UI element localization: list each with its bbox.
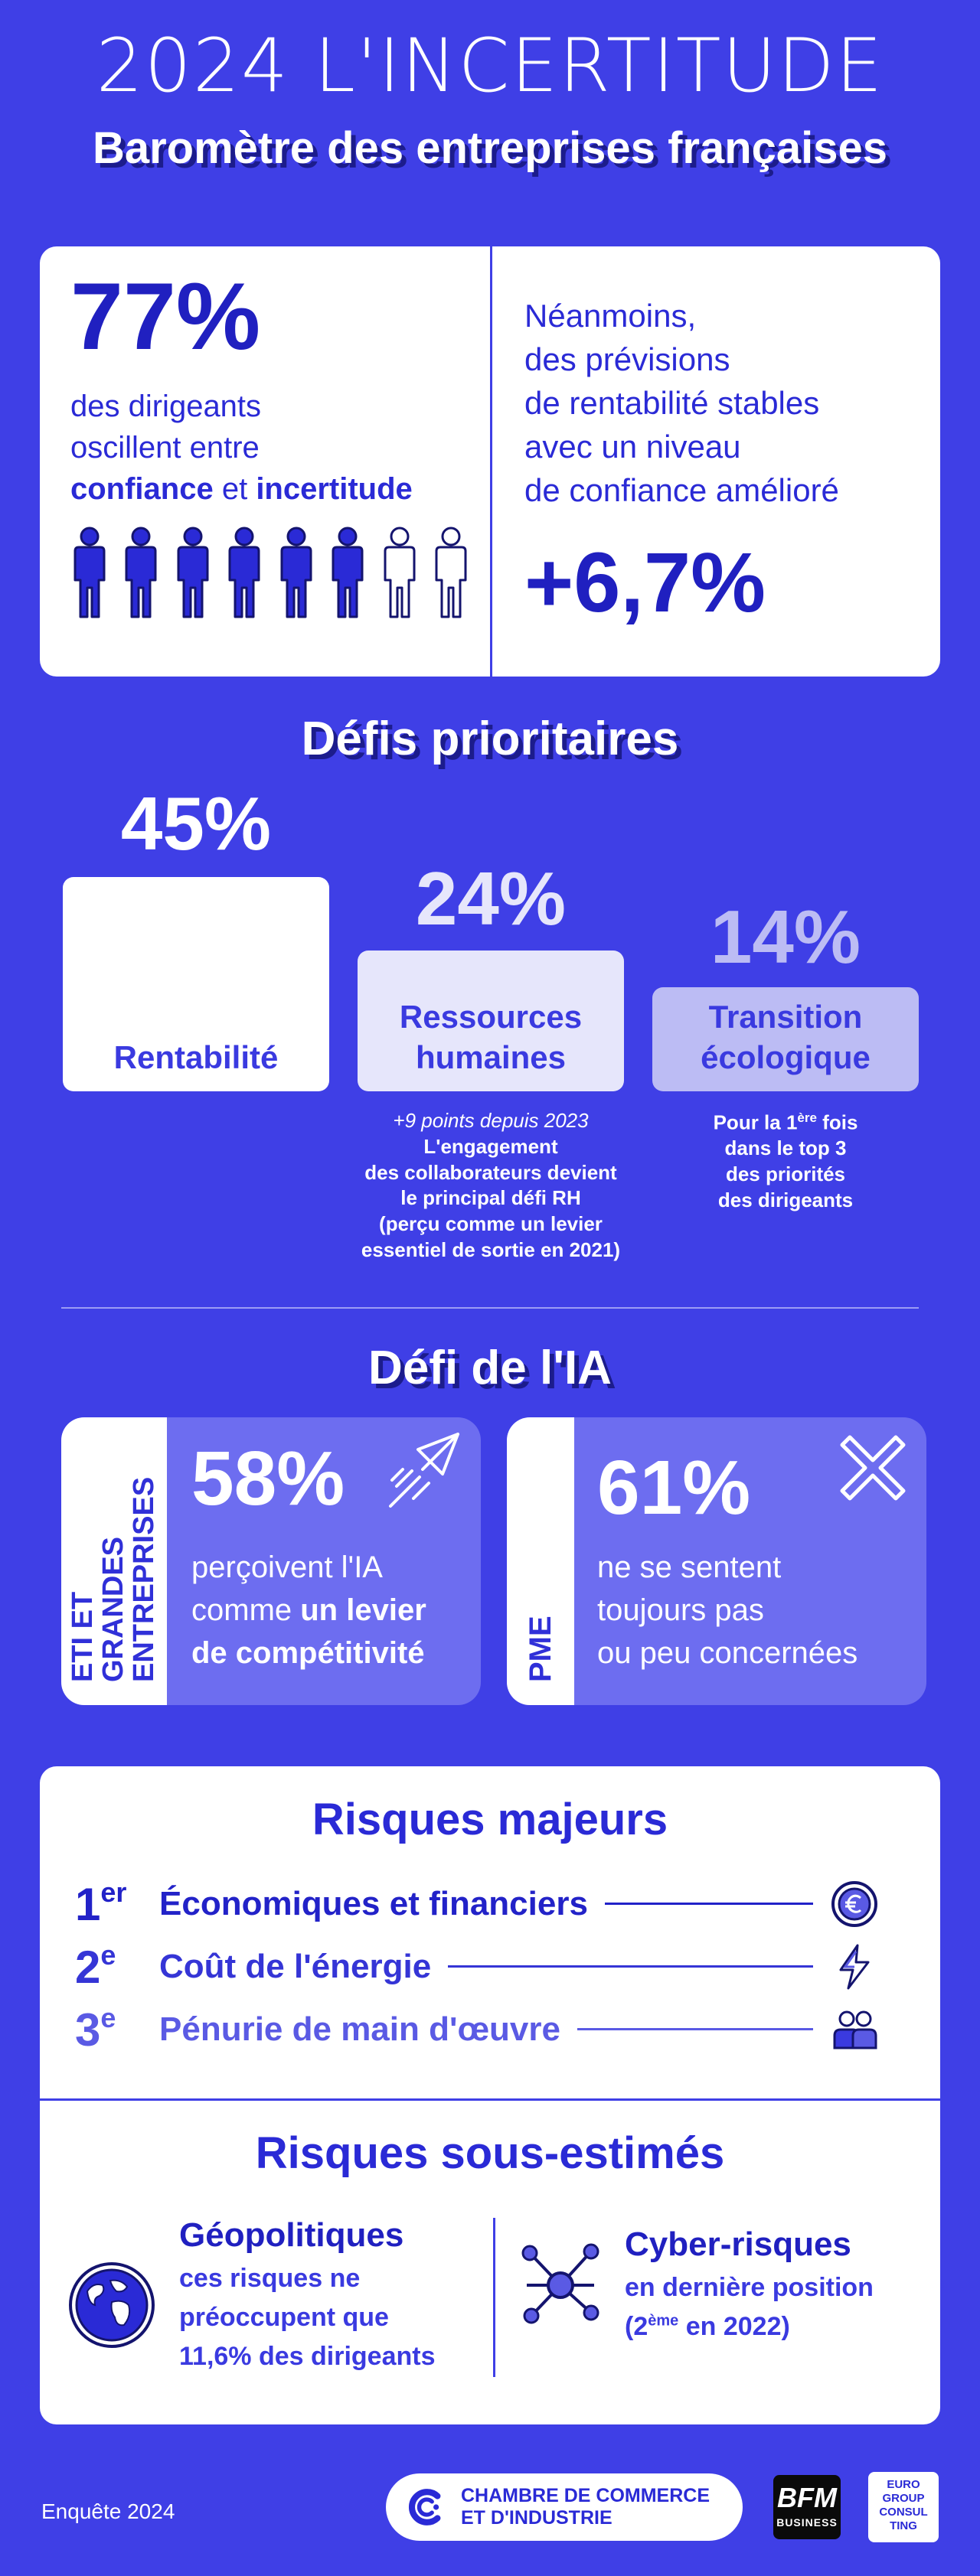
ia-eti-line1: perçoivent l'IA <box>191 1550 383 1584</box>
defi-label-rentabilite: Rentabilité <box>113 1039 279 1075</box>
intro-left-line1: des dirigeants <box>70 390 262 423</box>
risques-card <box>40 1766 940 2424</box>
risk-rank-1: 1 <box>75 1879 101 1930</box>
risk-row-2 <box>75 1939 879 1994</box>
defi-note-rh <box>342 1108 639 1264</box>
intro-left-line2: oscillent entre <box>70 431 260 465</box>
geo-line1: ces risques ne <box>179 2264 361 2293</box>
note-eco-line1a: Pour la 1 <box>713 1110 798 1134</box>
risk-label-3: Pénurie de main d'œuvre <box>159 2010 560 2048</box>
risk-rank-3: 3 <box>75 2004 101 2056</box>
confidence-percent: 77% <box>70 264 261 370</box>
risk-label-1: Économiques et financiers <box>159 1884 588 1922</box>
ia-card-eti <box>61 1417 481 1705</box>
defi-label-rh-2: humaines <box>415 1039 567 1075</box>
intro-left <box>70 264 469 622</box>
egc-logo <box>868 2472 939 2542</box>
note-eco-line2: dans le top 3 <box>724 1136 847 1160</box>
person-outline-icon <box>432 527 470 618</box>
bfm-line1: BFM <box>777 2482 837 2513</box>
person-filled-icon <box>70 527 109 618</box>
ia-side-pme <box>507 1417 574 1705</box>
ia-side-eti-1: ETI ET GRANDES <box>67 1536 130 1682</box>
euro-icon <box>830 1880 879 1929</box>
people-icon <box>830 2005 879 2054</box>
geo-title: Géopolitiques <box>179 2216 404 2254</box>
intro-left-bold1: confiance <box>70 472 214 506</box>
risques-divider <box>40 2098 940 2101</box>
cyber-title: Cyber-risques <box>625 2225 851 2263</box>
ia-pme-line2: toujours pas <box>597 1593 764 1627</box>
defi-label-rh-1: Ressources <box>399 999 583 1035</box>
risk-row-1 <box>75 1877 879 1931</box>
cci-logo-icon <box>406 2486 447 2528</box>
ia-title: Défi de l'IA <box>368 1342 612 1394</box>
cci-logo <box>386 2473 743 2541</box>
note-eco-line1sup: ère <box>797 1110 817 1125</box>
cyber-line1: en dernière position <box>625 2273 874 2302</box>
egc-line4: TING <box>890 2519 917 2532</box>
defi-bar-eco <box>652 987 919 1091</box>
person-filled-icon <box>122 527 160 618</box>
bfm-line2: BUSINESS <box>776 2516 838 2529</box>
intro-right-line5: de confiance amélioré <box>524 472 839 509</box>
defi-bar-rh <box>358 951 624 1091</box>
risk-row-3 <box>75 2002 879 2056</box>
note-rh-line3: des collaborateurs devient <box>364 1160 617 1184</box>
network-icon <box>514 2239 606 2331</box>
geo-block <box>179 2216 485 2376</box>
risk-rank-3-sup: e <box>100 2002 116 2033</box>
intro-right-line2: des prévisions <box>524 341 730 378</box>
ia-side-eti <box>61 1417 167 1705</box>
rocket-arrow-icon <box>381 1428 466 1512</box>
note-rh-line2: L'engagement <box>423 1134 558 1158</box>
section-divider <box>61 1307 919 1309</box>
risk-line-3 <box>577 2028 813 2030</box>
cyber-line2sup: ème <box>648 2312 679 2330</box>
risk-label-2: Coût de l'énergie <box>159 1947 432 1985</box>
risk-rank-1-sup: er <box>100 1877 127 1908</box>
person-outline-icon <box>381 527 419 618</box>
intro-right-line1: Néanmoins, <box>524 298 697 334</box>
risk-rank-2: 2 <box>75 1942 101 1993</box>
intro-right-line4: avec un niveau <box>524 429 741 465</box>
ia-eti-line2a: comme <box>191 1593 301 1627</box>
lightning-icon <box>830 1942 879 1991</box>
ia-side-pme-label: PME <box>524 1616 557 1682</box>
cyber-line2a: (2 <box>625 2312 648 2341</box>
intro-divider <box>490 246 492 677</box>
person-filled-icon <box>225 527 263 618</box>
intro-left-connector: et <box>213 472 256 506</box>
cci-line2: ET D'INDUSTRIE <box>461 2507 612 2529</box>
ia-eti-percent: 58% <box>191 1436 345 1521</box>
note-eco-line3: des priorités <box>725 1162 846 1186</box>
risk-line-2 <box>448 1965 813 1968</box>
defi-pct-rh: 24% <box>415 856 567 941</box>
defi-note-eco <box>652 1110 919 1214</box>
note-rh-line6: essentiel de sortie en 2021) <box>361 1237 621 1261</box>
note-rh-line5: (perçu comme un levier <box>379 1212 603 1236</box>
intro-right <box>524 294 915 631</box>
page-subtitle: Baromètre des entreprises françaises <box>92 123 888 173</box>
defis-title: Défis prioritaires <box>301 712 679 765</box>
person-filled-icon <box>277 527 315 618</box>
rentability-increase: +6,7% <box>524 535 766 630</box>
ia-pme-line1: ne se sentent <box>597 1550 782 1584</box>
note-rh-line1: +9 points depuis 2023 <box>393 1109 589 1132</box>
ia-card-pme <box>507 1417 926 1705</box>
egc-line3: CONSUL <box>879 2506 928 2519</box>
note-rh-line4: le principal défi RH <box>400 1186 581 1210</box>
defi-pct-rentabilite: 45% <box>120 781 272 866</box>
bfm-logo <box>773 2475 841 2539</box>
intro-card <box>40 246 940 677</box>
geo-line3: 11,6% des dirigeants <box>179 2342 436 2371</box>
ia-eti-line2b: un levier <box>300 1593 426 1627</box>
ia-side-eti-2: ENTREPRISES <box>127 1476 160 1682</box>
egc-line1: EURO <box>887 2478 920 2491</box>
survey-label: Enquête 2024 <box>41 2499 175 2523</box>
ia-pme-line3: ou peu concernées <box>597 1636 858 1670</box>
cross-icon <box>835 1430 911 1506</box>
defi-pct-eco: 14% <box>710 895 861 979</box>
risk-rank-2-sup: e <box>100 1939 116 1971</box>
defi-label-eco-2: écologique <box>701 1039 871 1075</box>
sous-estimes-divider <box>493 2218 495 2377</box>
defi-bar-rentabilite <box>63 877 329 1091</box>
intro-right-line3: de rentabilité stables <box>524 385 820 422</box>
ia-pme-percent: 61% <box>597 1445 751 1531</box>
note-eco-line1b: fois <box>816 1110 858 1134</box>
risk-line-1 <box>605 1903 813 1905</box>
cyber-line2b: en 2022) <box>678 2312 790 2341</box>
ia-eti-line3: de compétitivité <box>191 1636 425 1670</box>
person-filled-icon <box>328 527 367 618</box>
defi-label-eco-1: Transition <box>708 999 863 1035</box>
intro-left-bold2: incertitude <box>256 472 413 506</box>
note-eco-line4: des dirigeants <box>717 1189 854 1212</box>
cci-line1: CHAMBRE DE COMMERCE <box>461 2485 710 2507</box>
geo-line2: préoccupent que <box>179 2303 389 2332</box>
person-filled-icon <box>174 527 212 618</box>
globe-icon <box>66 2259 158 2351</box>
people-row <box>70 527 469 622</box>
risques-title: Risques majeurs <box>312 1795 668 1844</box>
page-title: 2024 L'INCERTITUDE <box>96 23 884 109</box>
sous-estimes-title: Risques sous-estimés <box>255 2128 725 2178</box>
cyber-block <box>625 2225 931 2346</box>
egc-line2: GROUP <box>882 2492 925 2505</box>
